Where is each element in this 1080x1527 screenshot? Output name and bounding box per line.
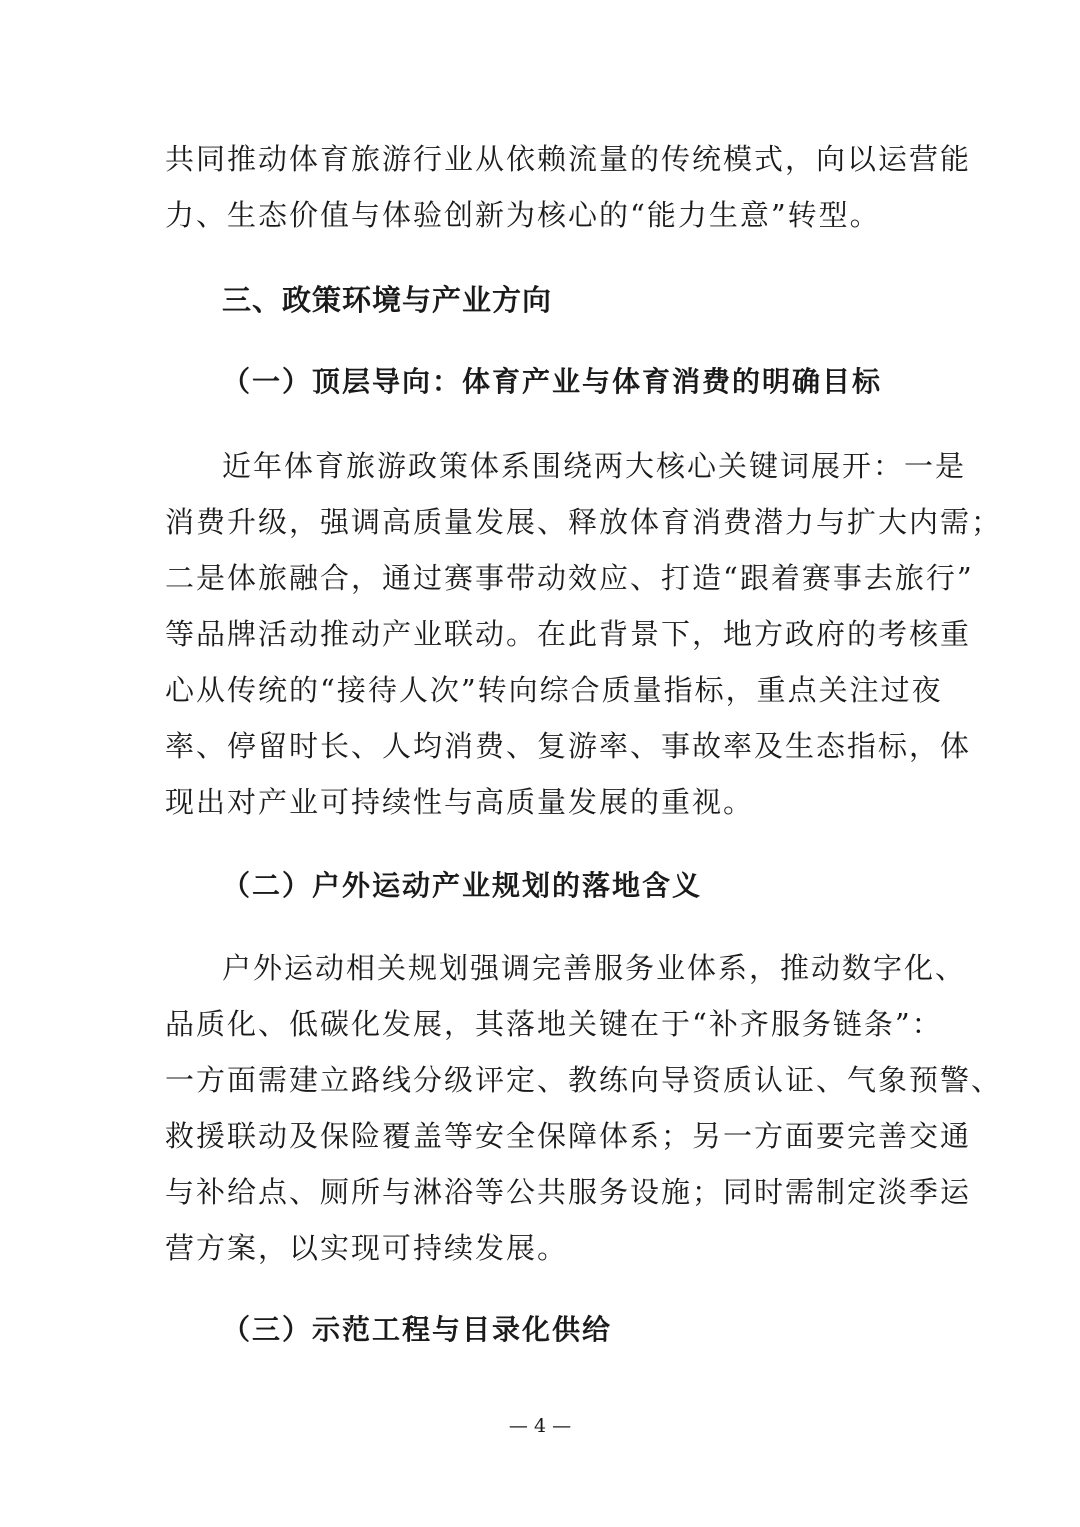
sub1-line-3: 二是体旅融合，通过赛事带动效应、打造“跟着赛事去旅行” (165, 561, 974, 595)
intro-line-1: 共同推动体育旅游行业从依赖流量的传统模式，向以运营能 (165, 142, 972, 176)
subsection-1-heading: （一）顶层导向：体育产业与体育消费的明确目标 (222, 365, 883, 398)
sub2-line-1: 户外运动相关规划强调完善服务业体系，推动数字化、 (222, 951, 967, 985)
sub2-line-2: 品质化、低碳化发展，其落地关键在于“补齐服务链条”： (165, 1007, 943, 1041)
sub2-line-6: 营方案，以实现可持续发展。 (165, 1231, 569, 1265)
page-number: — 4 — (508, 1415, 572, 1437)
subsection-3-heading: （三）示范工程与目录化供给 (222, 1313, 613, 1346)
sub1-line-2: 消费升级，强调高质量发展、释放体育消费潜力与扩大内需； (165, 505, 1003, 539)
subsection-2-heading: （二）户外运动产业规划的落地含义 (222, 869, 703, 902)
sub2-line-5: 与补给点、厕所与淋浴等公共服务设施；同时需制定淡季运 (165, 1175, 972, 1209)
sub2-line-4: 救援联动及保险覆盖等安全保障体系；另一方面要完善交通 (165, 1119, 972, 1153)
sub2-line-3: 一方面需建立路线分级评定、教练向导资质认证、气象预警、 (165, 1063, 1003, 1097)
sub1-line-7: 现出对产业可持续性与高质量发展的重视。 (165, 785, 755, 819)
section-3-heading: 三、政策环境与产业方向 (222, 283, 553, 317)
sub1-line-4: 等品牌活动推动产业联动。在此背景下，地方政府的考核重 (165, 617, 972, 651)
intro-line-2: 力、生态价值与体验创新为核心的“能力生意”转型。 (165, 198, 881, 232)
sub1-line-1: 近年体育旅游政策体系围绕两大核心关键词展开：一是 (222, 449, 967, 483)
sub1-line-5: 心从传统的“接待人次”转向综合质量指标，重点关注过夜 (165, 673, 943, 707)
sub1-line-6: 率、停留时长、人均消费、复游率、事故率及生态指标，体 (165, 729, 972, 763)
